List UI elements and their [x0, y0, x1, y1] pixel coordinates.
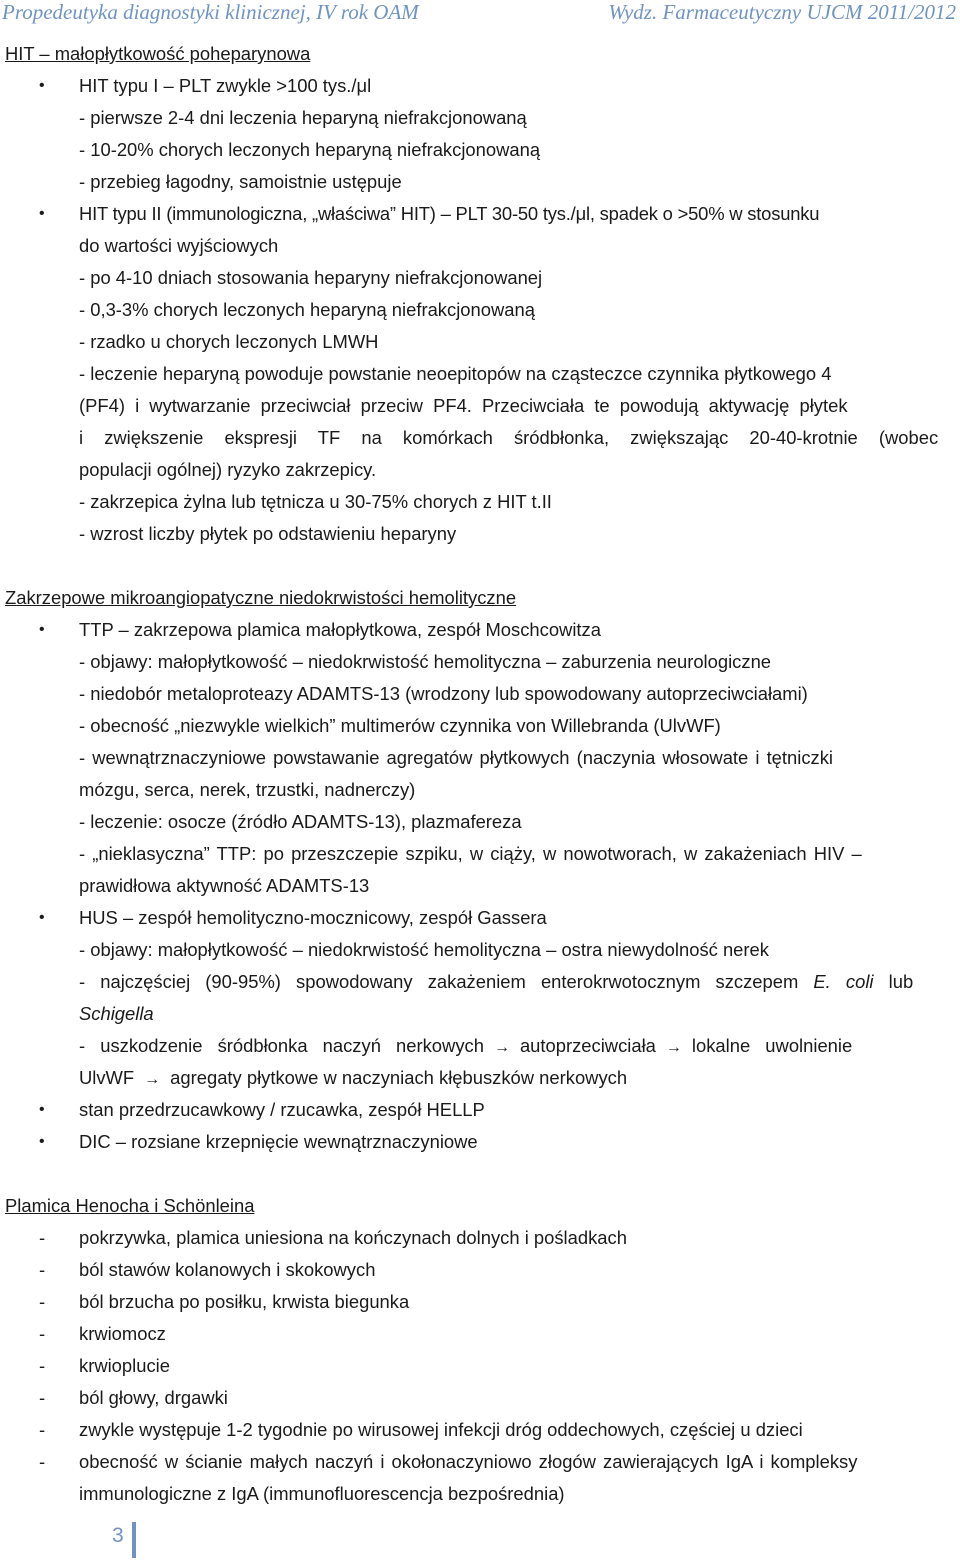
dash-marker: - — [39, 1259, 46, 1280]
arrow-right-icon: → — [493, 1039, 510, 1056]
list-item: • HIT typu I – PLT zwykle >100 tys./μl — [5, 70, 943, 102]
list-item: • stan przedrzucawkowy / rzucawka, zespół HELLP — [5, 1094, 943, 1126]
dash-marker: - — [39, 1227, 46, 1248]
list-subitem: - rzadko u chorych leczonych LMWH — [79, 331, 379, 352]
header-faculty: Wydz. Farmaceutyczny UJCM 2011/2012 — [608, 0, 956, 24]
list-item: - krwiomocz — [5, 1318, 943, 1350]
list-subitem: - 0,3-3% chorych leczonych heparyną niefrakcjonowaną — [79, 299, 535, 320]
dash-marker: - — [39, 1323, 46, 1344]
list-subitem: - obecność „niezwykle wielkich” multimerów czynnika von Willebranda (UlvWF) — [79, 715, 721, 736]
list-item: - ból brzucha po posiłku, krwista biegunka — [5, 1286, 943, 1318]
list-subitem: - leczenie: osocze (źródło ADAMTS-13), plazmafereza — [79, 811, 522, 832]
list-subitem: populacji ogólnej) ryzyko zakrzepicy. — [79, 459, 377, 480]
bullet-icon: • — [39, 621, 45, 638]
list-subitem: - wzrost liczby płytek po odstawieniu heparyny — [79, 523, 457, 544]
section-title-hsp: Plamica Henocha i Schönleina — [5, 1195, 255, 1216]
section-title-hit: HIT – małopłytkowość poheparynowa — [5, 43, 311, 64]
dash-marker: - — [39, 1291, 46, 1312]
list-subitem: mózgu, serca, nerek, trzustki, nadnerczy) — [79, 779, 416, 800]
list-subitem: - niedobór metaloproteazy ADAMTS-13 (wrodzony lub spowodowany autoprzeciwciałami) — [79, 683, 808, 704]
arrow-right-icon: → — [665, 1039, 682, 1056]
list-item: - ból stawów kolanowych i skokowych — [5, 1254, 943, 1286]
header-course: Propedeutyka diagnostyki klinicznej, IV rok OAM — [2, 0, 419, 24]
page-header — [0, 0, 960, 30]
list-item: • TTP – zakrzepowa plamica małopłytkowa, zespół Moschcowitza — [5, 614, 943, 646]
list-subitem: prawidłowa aktywność ADAMTS-13 — [79, 875, 370, 896]
organism-name: Schigella — [79, 1003, 154, 1024]
list-subitem: - objawy: małopłytkowość – niedokrwistość hemolityczna – ostra niewydolność nerek — [79, 939, 769, 960]
dash-marker: - — [39, 1355, 46, 1376]
list-item: - ból głowy, drgawki — [5, 1382, 943, 1414]
dash-marker: - — [39, 1387, 46, 1408]
dash-marker: - — [39, 1451, 46, 1472]
bullet-icon: • — [39, 909, 45, 926]
list-item: • HUS – zespół hemolityczno-mocznicowy, zespół Gassera — [5, 902, 943, 934]
bullet-icon: • — [39, 77, 45, 94]
list-subitem: - objawy: małopłytkowość – niedokrwistość hemolityczna – zaburzenia neurologiczne — [79, 651, 772, 672]
footer-bar — [132, 1522, 136, 1558]
bullet-icon: • — [39, 205, 45, 222]
bullet-icon: • — [39, 1101, 45, 1118]
section-title-tma: Zakrzepowe mikroangiopatyczne niedokrwistości hemolityczne — [5, 587, 517, 608]
list-subitem: - „nieklasyczna” TTP: po przeszczepie szpiku, w ciąży, w nowotworach, w zakażeniach HIV – — [79, 843, 862, 864]
list-subitem — [5, 998, 943, 1030]
list-item: - zwykle występuje 1-2 tygodnie po wirusowej infekcji dróg oddechowych, częściej u dzieci — [5, 1414, 943, 1446]
list-item: - krwioplucie — [5, 1350, 943, 1382]
list-subitem: - pierwsze 2-4 dni leczenia heparyną niefrakcjonowaną — [79, 107, 527, 128]
list-subitem: do wartości wyjściowych — [79, 235, 279, 256]
list-subitem: - leczenie heparyną powoduje powstanie neoepitopów na cząsteczce czynnika płytkowego 4 — [79, 363, 832, 384]
arrow-right-icon: → — [144, 1071, 161, 1088]
list-item: - obecność w ścianie małych naczyń i okołonaczyniowo złogów zawierających IgA i kompleksy — [5, 1446, 943, 1478]
dash-marker: - — [39, 1419, 46, 1440]
list-item: • DIC – rozsiane krzepnięcie wewnątrznaczyniowe — [5, 1126, 943, 1158]
list-subitem: (PF4) i wytwarzanie przeciwciał przeciw PF4. Przeciwciała te powodują aktywację płytek — [79, 395, 848, 416]
list-subitem: - po 4-10 dniach stosowania heparyny niefrakcjonowanej — [79, 267, 543, 288]
list-subitem: - przebieg łagodny, samoistnie ustępuje — [79, 171, 402, 192]
organism-name: E. coli — [813, 971, 874, 992]
list-subitem: - uszkodzenie śródbłonka naczyń nerkowych → autoprzeciwciała → lokalne uwolnienie — [5, 1030, 943, 1062]
document-body — [5, 38, 943, 1510]
list-subitem: i zwiększenie ekspresji TF na komórkach śródbłonka, zwiększając 20-40-krotnie (wobec — [79, 427, 939, 448]
page-number: 3 — [112, 1524, 124, 1547]
list-subitem: - 10-20% chorych leczonych heparyną niefrakcjonowaną — [79, 139, 541, 160]
list-subitem: - wewnątrznaczyniowe powstawanie agregatów płytkowych (naczynia włosowate i tętniczki — [79, 747, 834, 768]
list-subitem: UlvWF → agregaty płytkowe w naczyniach kłębuszków nerkowych — [5, 1062, 943, 1094]
list-item: - pokrzywka, plamica uniesiona na kończynach dolnych i pośladkach — [5, 1222, 943, 1254]
list-subitem: - zakrzepica żylna lub tętnicza u 30-75% chorych z HIT t.II — [79, 491, 552, 512]
list-item: • HIT typu II (immunologiczna, „właściwa” HIT) – PLT 30-50 tys./μl, spadek o >50% w stosunku — [5, 198, 943, 230]
list-subitem: - najczęściej (90-95%) spowodowany zakażeniem enterokrwotocznym szczepem E. coli lub — [79, 971, 914, 992]
bullet-icon: • — [39, 1133, 45, 1150]
list-subitem: immunologiczne z IgA (immunofluorescencja bezpośrednia) — [79, 1483, 565, 1504]
